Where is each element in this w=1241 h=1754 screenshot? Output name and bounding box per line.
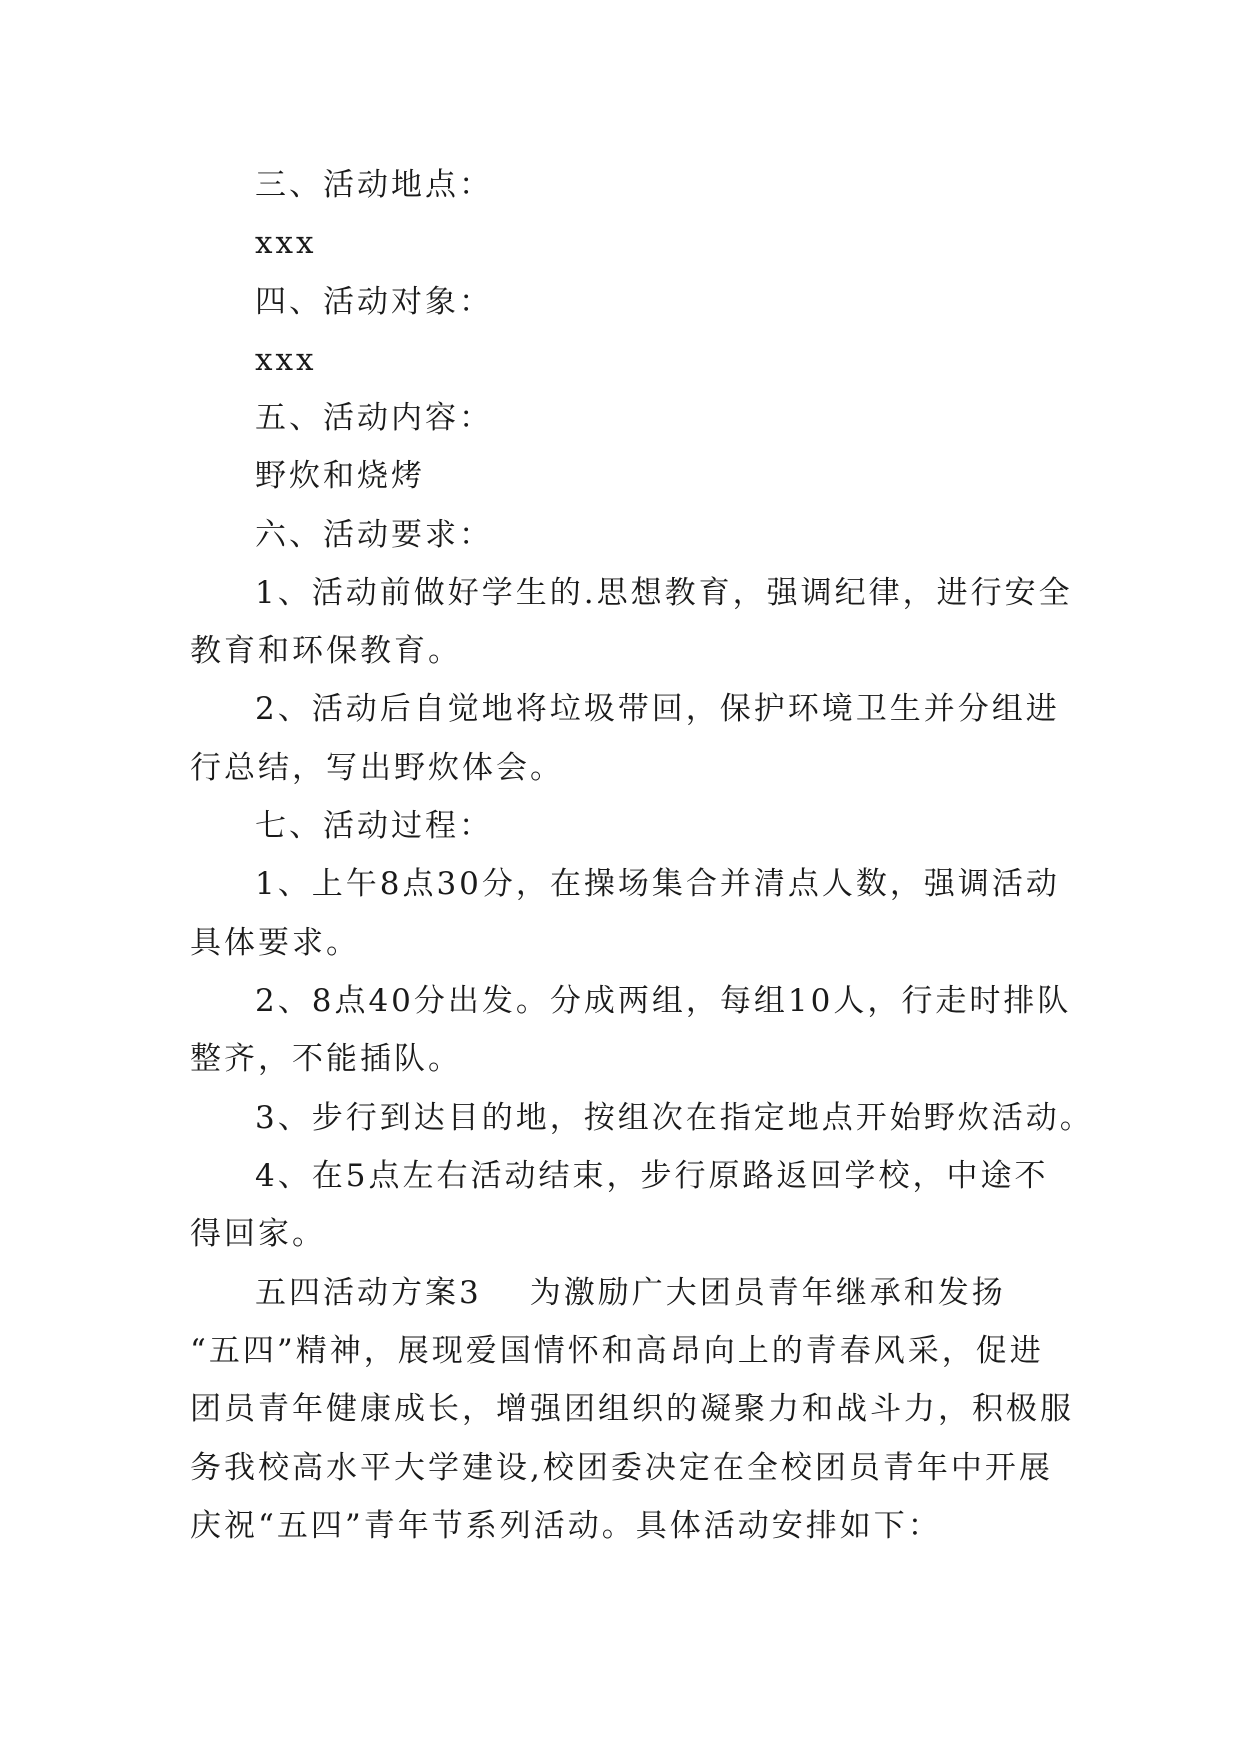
plan-title-line — [255, 1273, 1006, 1313]
paragraph-line: 4、在5点左右活动结束，步行原路返回学校，中途不 — [255, 1158, 1049, 1194]
section-heading-process: 七、活动过程： — [255, 808, 493, 844]
paragraph-line: 整齐，不能插队。 — [190, 1041, 462, 1077]
paragraph-line: 庆祝“五四”青年节系列活动。具体活动安排如下： — [190, 1508, 942, 1544]
paragraph-line: 行总结，写出野炊体会。 — [190, 750, 564, 786]
paragraph-line: 教育和环保教育。 — [190, 633, 462, 669]
location-value: xxx — [255, 225, 317, 261]
content-value: 野炊和烧烤 — [255, 458, 425, 494]
paragraph-line: 务我校高水平大学建设,校团委决定在全校团员青年中开展 — [190, 1450, 1053, 1486]
paragraph-line: 团员青年健康成长，增强团组织的凝聚力和战斗力，积极服 — [190, 1391, 1074, 1427]
paragraph-line: 2、活动后自觉地将垃圾带回，保护环境卫生并分组进 — [255, 691, 1060, 727]
paragraph-line: 3、步行到达目的地，按组次在指定地点开始野炊活动。 — [255, 1100, 1094, 1136]
section-heading-audience: 四、活动对象： — [255, 284, 493, 320]
section-heading-location: 三、活动地点： — [255, 167, 493, 203]
plan-title: 五四活动方案3 — [255, 1275, 482, 1311]
section-heading-content: 五、活动内容： — [255, 400, 493, 436]
paragraph-line: 1、上午8点30分，在操场集合并清点人数，强调活动 — [255, 866, 1060, 902]
plan-intro-start: 为激励广大团员青年继承和发扬 — [529, 1275, 1006, 1311]
section-heading-requirements: 六、活动要求： — [255, 517, 493, 553]
paragraph-line: 1、活动前做好学生的.思想教育，强调纪律，进行安全 — [255, 575, 1073, 611]
paragraph-line: “五四”精神，展现爱国情怀和高昂向上的青春风采，促进 — [190, 1333, 1044, 1369]
paragraph-line: 具体要求。 — [190, 925, 360, 961]
audience-value: xxx — [255, 342, 317, 378]
paragraph-line: 得回家。 — [190, 1216, 326, 1252]
paragraph-line: 2、8点40分出发。分成两组，每组10人，行走时排队 — [255, 983, 1072, 1019]
